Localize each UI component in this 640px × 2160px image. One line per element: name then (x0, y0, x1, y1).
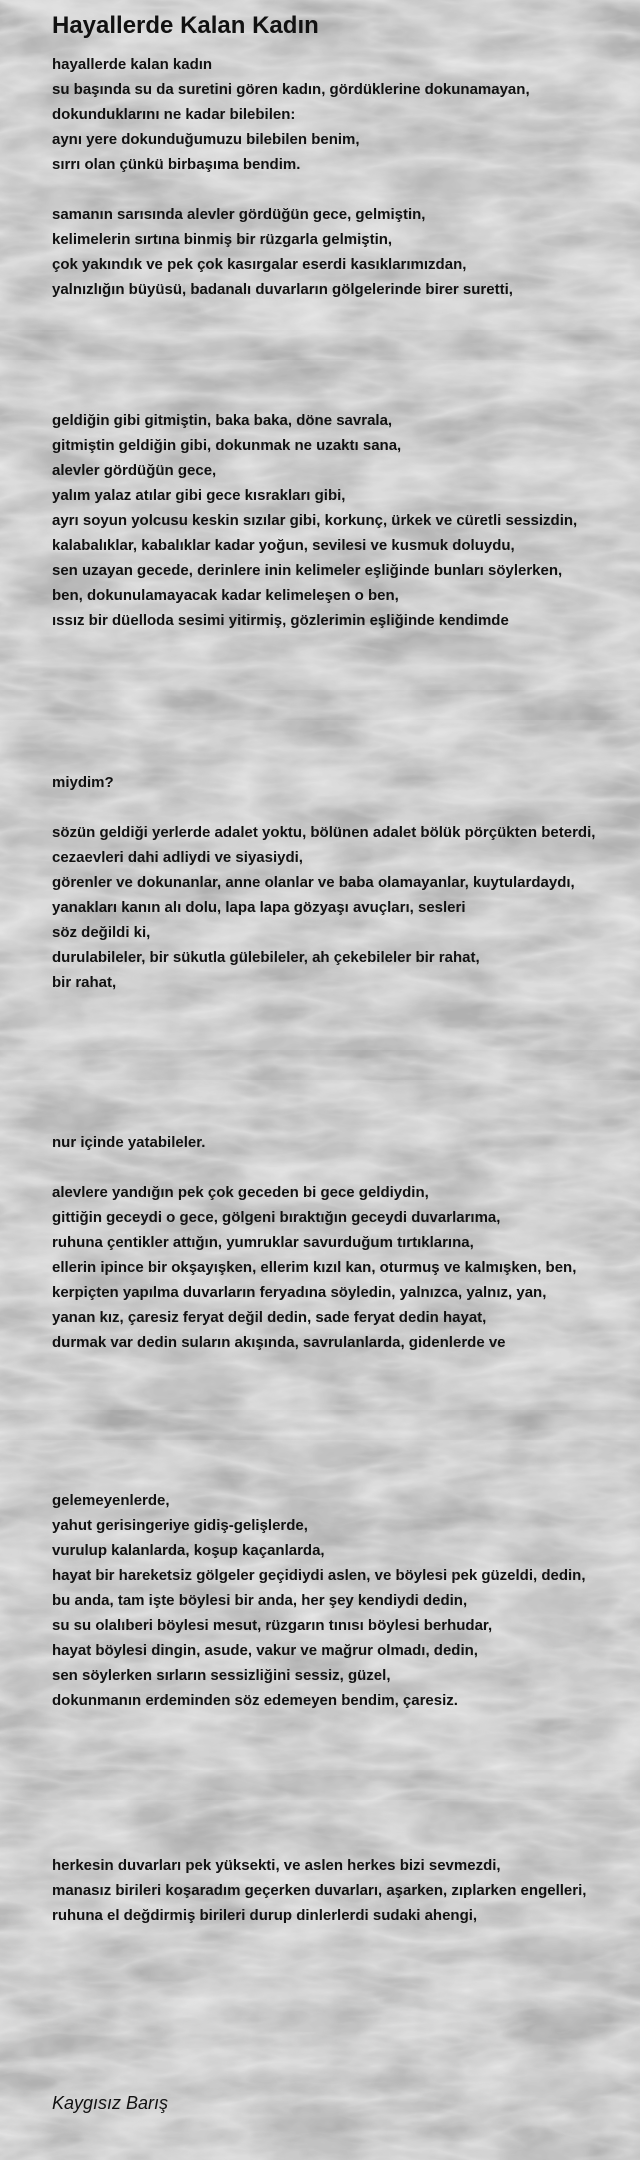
poem-author: Kaygısız Barış (52, 2093, 169, 2113)
poem-line: vurulup kalanlarda, koşup kaçanlarda, (52, 1542, 325, 1559)
stanza-gap (52, 177, 622, 202)
poem-section-5 (52, 1488, 622, 1713)
poem-line: durulabileler, bir sükutla gülebileler, ah çekebileler bir rahat, (52, 949, 480, 966)
stanza-gap (52, 795, 622, 820)
poem-section-4 (52, 1130, 622, 1355)
poem-line: ayrı soyun yolcusu keskin sızılar gibi, korkunç, ürkek ve cüretli sessizdin, (52, 512, 578, 529)
poem-line: sözün geldiği yerlerde adalet yoktu, bölünen adalet bölük pörçükten beterdi, (52, 824, 596, 841)
poem-line: durmak var dedin suların akışında, savrulanlarda, gidenlerde ve (52, 1334, 506, 1351)
poem-section-6 (52, 1853, 622, 1928)
poem-line: su başında su da suretini gören kadın, gördüklerine dokunamayan, dokunduklarını ne kadar bilebilen: (52, 81, 530, 123)
poem-line: gelemeyenlerde, (52, 1492, 170, 1509)
poem-line: sen uzayan gecede, derinlere inin kelimeler eşliğinde bunları söylerken, (52, 562, 563, 579)
poem-line: miydim? (52, 774, 114, 791)
poem-line: hayat böylesi dingin, asude, vakur ve mağrur olmadı, dedin, (52, 1642, 478, 1659)
poem-section-3 (52, 770, 622, 995)
poem-line: sen söylerken sırların sessizliğini sessiz, güzel, (52, 1667, 391, 1684)
poem-line: manasız birileri koşaradım geçerken duvarları, aşarken, zıplarken engelleri, (52, 1882, 587, 1899)
poem-line: herkesin duvarları pek yüksekti, ve aslen herkes bizi sevmezdi, (52, 1857, 501, 1874)
poem-line: söz değildi ki, (52, 924, 151, 941)
stanza-gap (52, 1155, 622, 1180)
poem-line: bu anda, tam işte böylesi bir anda, her şey kendiydi dedin, (52, 1592, 468, 1609)
poem-line: gitmiştin geldiğin gibi, dokunmak ne uzaktı sana, (52, 437, 402, 454)
poem-line: çok yakındık ve pek çok kasırgalar eserdi kasıklarımızdan, (52, 256, 467, 273)
poem-line: cezaevleri dahi adliydi ve siyasiydi, (52, 849, 303, 866)
poem-line: ellerin ipince bir okşayışken, ellerim kızıl kan, oturmuş ve kalmışken, ben, (52, 1259, 577, 1276)
poem-title: Hayallerde Kalan Kadın (52, 12, 319, 39)
poem-line: hayallerde kalan kadın (52, 56, 213, 73)
poem-line: görenler ve dokunanlar, anne olanlar ve baba olamayanlar, kuytulardaydı, (52, 874, 575, 891)
poem-line: alevlere yandığın pek çok geceden bi gece geldiydin, (52, 1184, 429, 1201)
poem-line: yalım yalaz atılar gibi gece kısrakları gibi, (52, 487, 346, 504)
poem-line: kerpiçten yapılma duvarların feryadına söyledin, yalnızca, yalnız, yan, (52, 1284, 547, 1301)
poem-line: samanın sarısında alevler gördüğün gece, gelmiştin, (52, 206, 426, 223)
poem-line: yanan kız, çaresiz feryat değil dedin, sade feryat dedin hayat, (52, 1309, 487, 1326)
poem-line: sırrı olan çünkü birbaşıma bendim. (52, 156, 301, 173)
poem-line: ıssız bir düelloda sesimi yitirmiş, gözlerimin eşliğinde kendimde (52, 612, 509, 629)
poem-line: geldiğin gibi gitmiştin, baka baka, döne savrala, (52, 412, 393, 429)
poem-section-1 (52, 52, 622, 302)
poem-line: yahut gerisingeriye gidiş-gelişlerde, (52, 1517, 308, 1534)
poem-line: su su olalıberi böylesi mesut, rüzgarın tınısı böylesi berhudar, (52, 1617, 493, 1634)
poem-line: ruhuna çentikler attığın, yumruklar savurduğum tırtıklarına, (52, 1234, 474, 1251)
poem-line: hayat bir hareketsiz gölgeler geçidiydi aslen, ve böylesi pek güzeldi, dedin, (52, 1567, 586, 1584)
poem-line: ruhuna el değdirmiş birileri durup dinlerlerdi sudaki ahengi, (52, 1907, 478, 1924)
poem-line: yalnızlığın büyüsü, badanalı duvarların gölgelerinde birer suretti, (52, 281, 513, 298)
poem-line: ben, dokunulamayacak kadar kelimeleşen o ben, (52, 587, 399, 604)
poem-line: gittiğin geceydi o gece, gölgeni bıraktığın geceydi duvarlarıma, (52, 1209, 501, 1226)
poem-line: bir rahat, (52, 974, 117, 991)
poem-line: alevler gördüğün gece, (52, 462, 217, 479)
poem-line: kelimelerin sırtına binmiş bir rüzgarla gelmiştin, (52, 231, 393, 248)
poem-section-2 (52, 408, 622, 633)
poem-line: dokunmanın erdeminden söz edemeyen bendim, çaresiz. (52, 1692, 458, 1709)
poem-line: kalabalıklar, kabalıklar kadar yoğun, sevilesi ve kusmuk doluydu, (52, 537, 515, 554)
poem-line: yanakları kanın alı dolu, lapa lapa gözyaşı avuçları, sesleri (52, 899, 466, 916)
poem-line: nur içinde yatabileler. (52, 1134, 206, 1151)
poem-line: aynı yere dokunduğumuzu bilebilen benim, (52, 131, 360, 148)
